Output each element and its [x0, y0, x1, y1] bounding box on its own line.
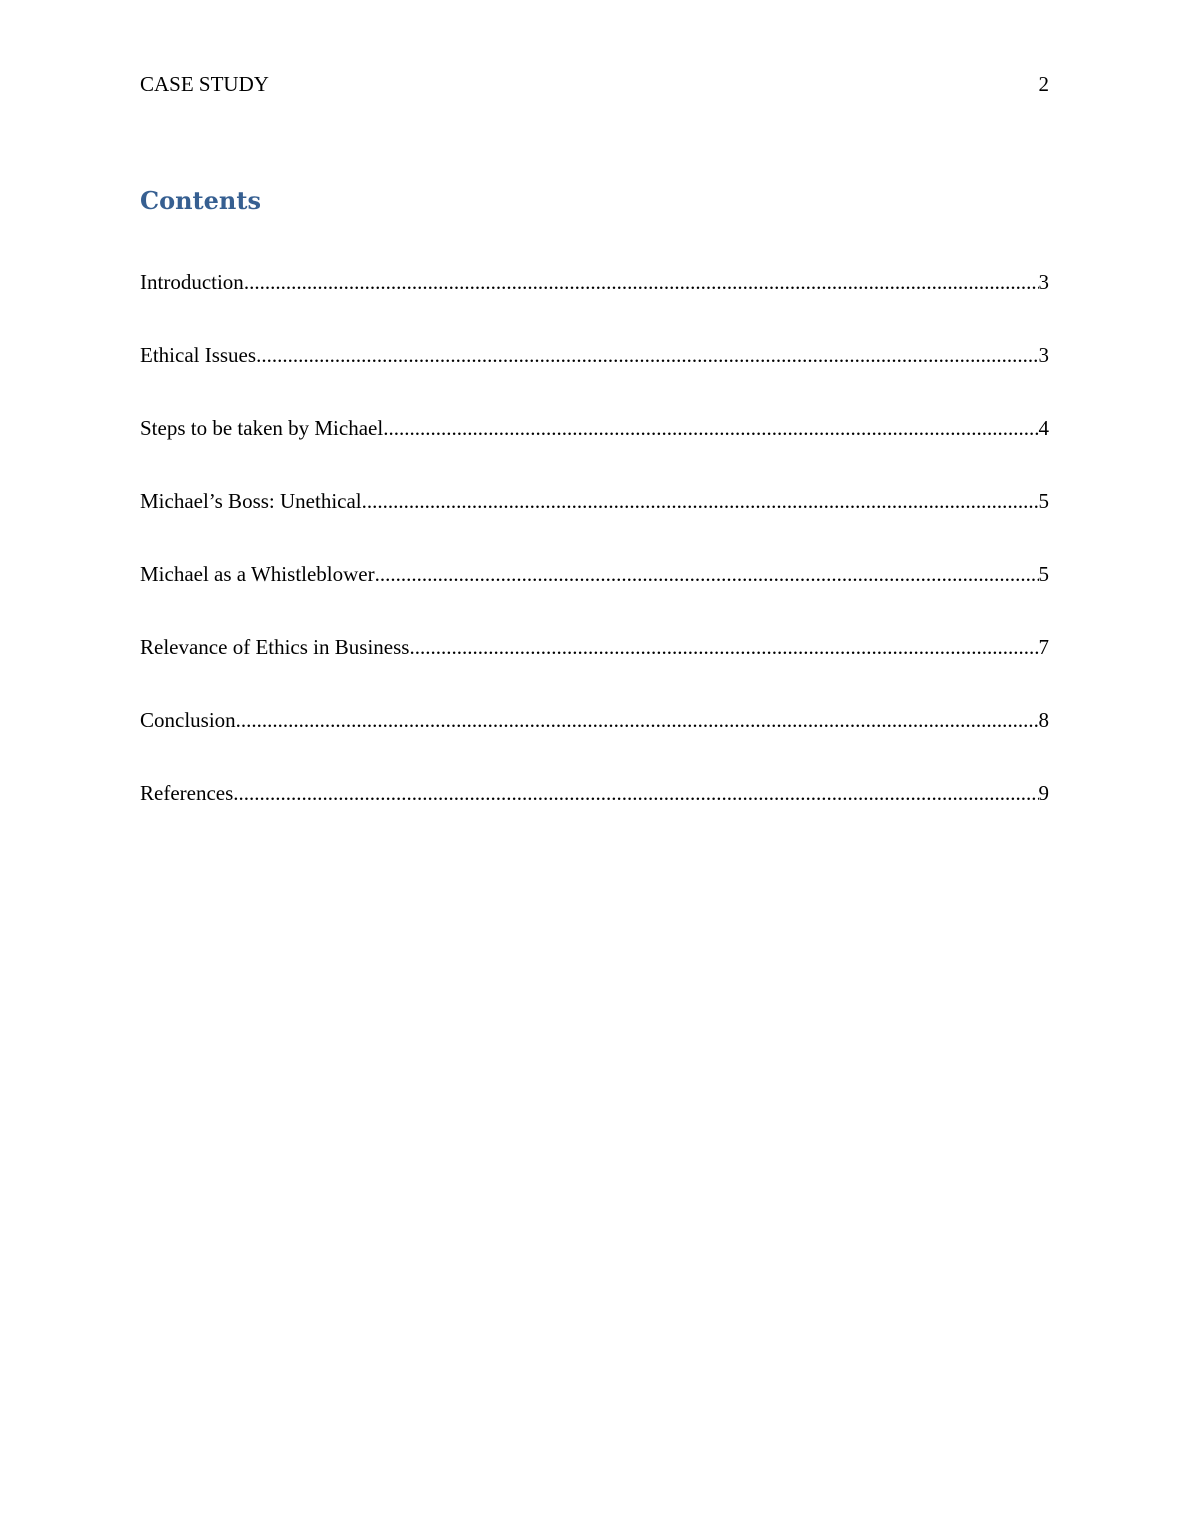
toc-entry-label: Introduction — [140, 270, 244, 294]
table-of-contents — [140, 270, 1049, 854]
toc-entry[interactable] — [140, 635, 1049, 708]
running-head: CASE STUDY — [140, 72, 269, 96]
toc-entry-label: References — [140, 781, 234, 805]
dot-leader — [409, 635, 1038, 660]
toc-entry[interactable] — [140, 781, 1049, 854]
dot-leader — [233, 781, 1038, 806]
toc-entry-page: 9 — [1038, 781, 1049, 805]
toc-entry-label: Steps to be taken by Michael — [140, 416, 384, 440]
toc-entry[interactable] — [140, 416, 1049, 489]
toc-entry-page: 3 — [1038, 270, 1049, 294]
toc-entry[interactable] — [140, 708, 1049, 781]
toc-entry[interactable] — [140, 489, 1049, 562]
dot-leader — [383, 416, 1038, 441]
toc-entry-page: 8 — [1038, 708, 1049, 732]
page-number: 2 — [1038, 72, 1049, 96]
page-header — [140, 72, 1049, 97]
dot-leader — [375, 562, 1039, 587]
toc-entry-page: 5 — [1038, 562, 1049, 586]
toc-entry[interactable] — [140, 343, 1049, 416]
dot-leader — [362, 489, 1039, 514]
toc-entry-label: Ethical Issues — [140, 343, 257, 367]
toc-entry[interactable] — [140, 562, 1049, 635]
toc-entry[interactable] — [140, 270, 1049, 343]
toc-entry-label: Conclusion — [140, 708, 236, 732]
dot-leader — [256, 343, 1038, 368]
toc-entry-page: 3 — [1038, 343, 1049, 367]
toc-entry-label: Relevance of Ethics in Business — [140, 635, 410, 659]
toc-entry-label: Michael’s Boss: Unethical — [140, 489, 362, 513]
toc-title: Contents — [140, 186, 261, 215]
dot-leader — [244, 270, 1039, 295]
dot-leader — [236, 708, 1039, 733]
toc-entry-page: 5 — [1038, 489, 1049, 513]
toc-entry-page: 7 — [1038, 635, 1049, 659]
toc-entry-label: Michael as a Whistleblower — [140, 562, 375, 586]
toc-entry-page: 4 — [1038, 416, 1049, 440]
